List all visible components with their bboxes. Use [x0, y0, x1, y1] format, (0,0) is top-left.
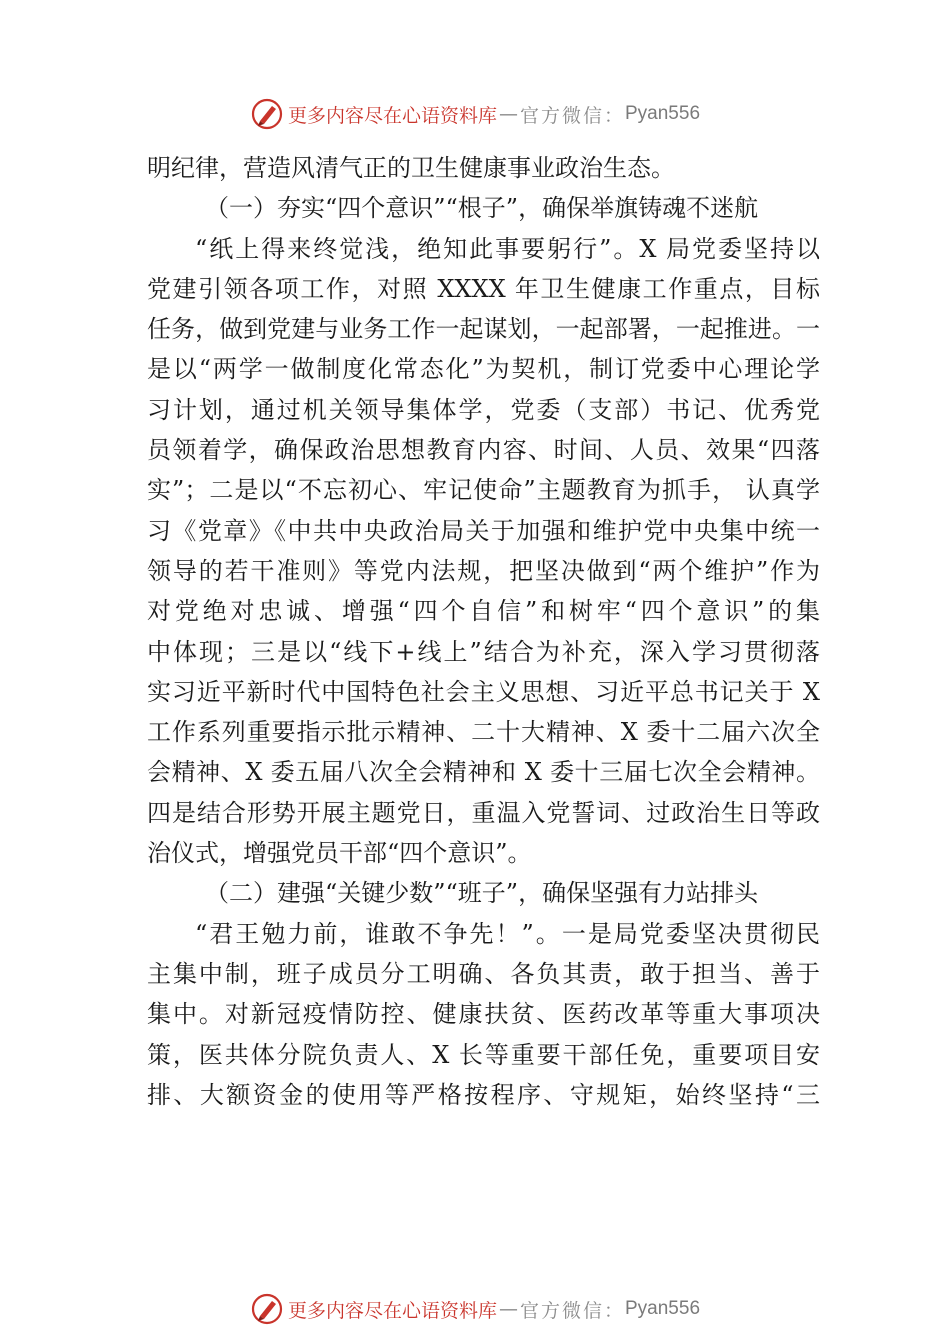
paragraph-line: “纸上得来终觉浅，绝知此事要躬行”。X 局党委坚持以: [195, 234, 820, 263]
paragraph-line: “君王勉力前，谁敢不争先！”。一是局党委坚决贯彻民: [195, 919, 820, 948]
watermark-wechat-label: 官方微信：: [519, 104, 625, 127]
watermark-dash: —: [498, 1298, 518, 1320]
paragraph-line: 会精神、X 委五届八次全会精神和 X 委十三届七次全会精神。: [147, 758, 820, 787]
watermark-dash: —: [498, 103, 518, 125]
watermark-main-text: 更多内容尽在心语资料库: [287, 1299, 497, 1322]
watermark-main-text: 更多内容尽在心语资料库: [287, 104, 497, 127]
paragraph-line: 员领着学，确保政治思想教育内容、时间、人员、效果“四落: [147, 436, 820, 465]
paragraph-line: 党建引领各项工作，对照 XXXX 年卫生健康工作重点，目标: [147, 274, 820, 303]
paragraph-line: 明纪律，营造风清气正的卫生健康事业政治生态。: [147, 154, 675, 182]
paragraph-line: 习《党章》《中共中央政治局关于加强和维护党中央集中统一: [147, 516, 820, 545]
paragraph-line: 集中。对新冠疫情防控、健康扶贫、医药改革等重大事项决: [147, 1000, 820, 1029]
watermark-wechat-label: 官方微信：: [519, 1299, 625, 1322]
watermark-wechat-id: Pyan556: [625, 1298, 701, 1319]
paragraph-line: 习计划，通过机关领导集体学，党委（支部）书记、优秀党: [147, 395, 820, 424]
paragraph-line: 策，医共体分院负责人、X 长等重要干部任免，重要项目安: [147, 1040, 820, 1069]
section-heading-1: （一）夯实“四个意识”“根子”，确保举旗铸魂不迷航: [205, 194, 759, 223]
paragraph-line: 排、大额资金的使用等严格按程序、守规矩，始终坚持“三: [147, 1080, 820, 1109]
header-watermark: [0, 94, 950, 134]
paragraph-line: 工作系列重要指示批示精神、二十大精神、X 委十二届六次全: [147, 718, 820, 747]
watermark-wechat-id: Pyan556: [625, 103, 701, 124]
paragraph-line: 任务，做到党建与业务工作一起谋划，一起部署，一起推进。一: [147, 315, 820, 344]
section-heading-2: （二）建强“关键少数”“班子”，确保坚强有力站排头: [205, 879, 759, 908]
paragraph-line: 治仪式，增强党员干部“四个意识”。: [147, 839, 532, 868]
paragraph-line: 对党绝对忠诚、增强“四个自信”和树牢“四个意识”的集: [147, 597, 820, 626]
pen-logo-icon: [250, 97, 284, 131]
paragraph-line: 主集中制，班子成员分工明确、各负其责，敢于担当、善于: [147, 959, 820, 988]
paragraph-line: 中体现；三是以“线下+线上”结合为补充，深入学习贯彻落: [147, 637, 820, 666]
document-body: [147, 148, 820, 1115]
paragraph-line: 四是结合形势开展主题党日，重温入党誓词、过政治生日等政: [147, 798, 820, 827]
paragraph-line: 实习近平新时代中国特色社会主义思想、习近平总书记关于 X: [147, 677, 820, 706]
pen-logo-icon: [250, 1292, 284, 1326]
footer-watermark: [0, 1289, 950, 1329]
paragraph-line: 实”；二是以“不忘初心、牢记使命”主题教育为抓手， 认真学: [147, 476, 820, 505]
paragraph-line: 领导的若干准则》等党内法规，把坚决做到“两个维护”作为: [147, 556, 820, 585]
paragraph-line: 是以“两学一做制度化常态化”为契机，制订党委中心理论学: [147, 355, 820, 384]
